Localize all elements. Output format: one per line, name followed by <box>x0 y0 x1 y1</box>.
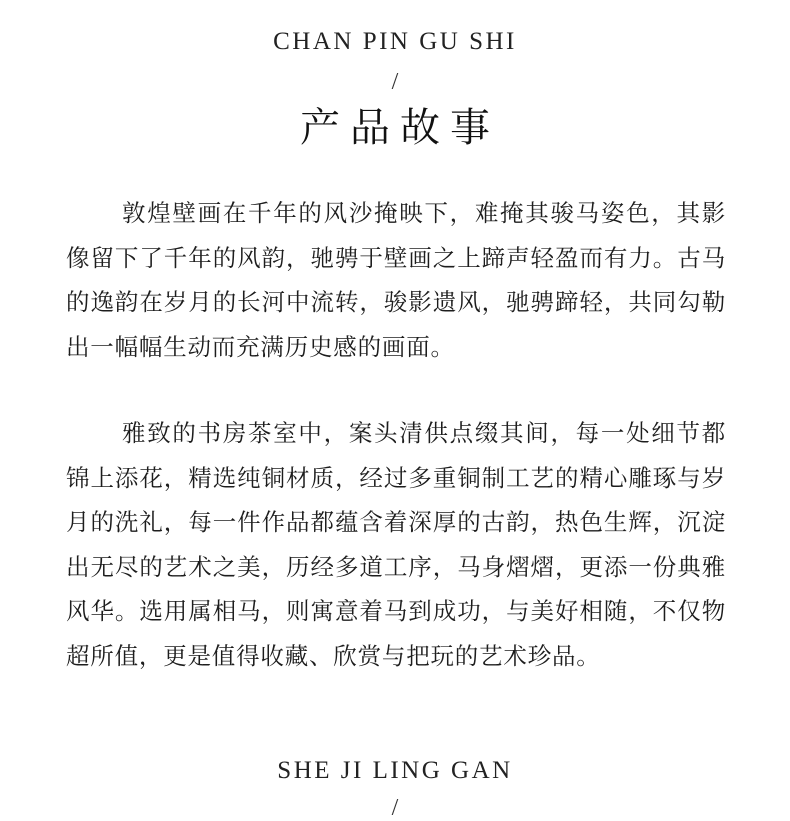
section-chinese-title: 产品故事 <box>300 105 500 151</box>
title-divider-slash: / <box>391 795 399 821</box>
title-divider-slash: / <box>391 69 399 95</box>
story-paragraph-craftsmanship: 雅致的书房茶室中，案头清供点缀其间，每一处细节都锦上添花，精选纯铜材质，经过多重铜制工艺的精心雕琢与岁月的洗礼，每一件作品都蕴含着深厚的古韵，热色生辉，沉淀出无尽的艺术之美，历经多道工序，马身熠熠，更添一份典雅风华。选用属相马，则寓意着马到成功，与美好相随，不仅物超所值，更是值得收藏、欣赏与把玩的艺术珍品。 <box>66 419 726 670</box>
story-paragraph-dunhuang: 敦煌壁画在千年的风沙掩映下，难掩其骏马姿色，其影像留下了千年的风韵，驰骋于壁画之上蹄声轻盈而有力。古马的逸韵在岁月的长河中流转，骏影遗风，驰骋蹄轻，共同勾勒出一幅幅生动而充满历史感的画面。 <box>66 199 726 361</box>
section-latin-title: SHE JI LING GAN <box>277 757 513 784</box>
section-latin-title: CHAN PIN GU SHI <box>273 28 517 55</box>
